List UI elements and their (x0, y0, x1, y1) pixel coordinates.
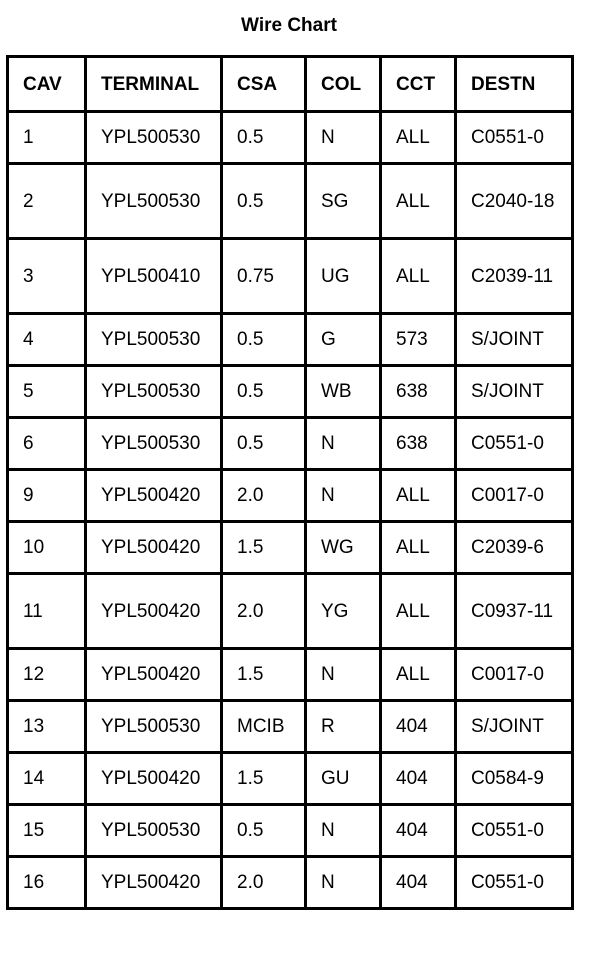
cell-csa: 0.5 (222, 418, 306, 470)
cell-terminal: YPL500530 (86, 314, 222, 366)
cell-col: N (306, 805, 381, 857)
cell-col: N (306, 857, 381, 909)
cell-cav: 6 (8, 418, 86, 470)
cell-cav: 9 (8, 470, 86, 522)
cell-cct: ALL (381, 470, 456, 522)
cell-cct: 404 (381, 805, 456, 857)
cell-csa: 0.5 (222, 805, 306, 857)
cell-col: GU (306, 753, 381, 805)
cell-cct: ALL (381, 239, 456, 314)
table-row (8, 112, 573, 164)
table-row (8, 522, 573, 574)
table-row (8, 314, 573, 366)
table-row (8, 164, 573, 239)
cell-terminal: YPL500530 (86, 112, 222, 164)
cell-cct: ALL (381, 574, 456, 649)
cell-cct: 638 (381, 366, 456, 418)
cell-col: G (306, 314, 381, 366)
cell-terminal: YPL500420 (86, 753, 222, 805)
wire-chart-table (6, 55, 574, 910)
cell-cct: 404 (381, 753, 456, 805)
table-row (8, 366, 573, 418)
cell-col: N (306, 470, 381, 522)
cell-csa: 2.0 (222, 574, 306, 649)
table-row (8, 701, 573, 753)
cell-terminal: YPL500420 (86, 649, 222, 701)
cell-csa: 2.0 (222, 857, 306, 909)
cell-csa: 0.5 (222, 112, 306, 164)
table-row (8, 857, 573, 909)
cell-cct: ALL (381, 522, 456, 574)
cell-csa: 0.5 (222, 366, 306, 418)
cell-destn: S/JOINT (456, 701, 573, 753)
cell-cav: 12 (8, 649, 86, 701)
cell-destn: C2040-18 (456, 164, 573, 239)
cell-terminal: YPL500530 (86, 701, 222, 753)
cell-cav: 5 (8, 366, 86, 418)
cell-destn: S/JOINT (456, 314, 573, 366)
cell-destn: C0551-0 (456, 857, 573, 909)
cell-csa: 0.5 (222, 314, 306, 366)
cell-csa: 0.5 (222, 164, 306, 239)
table-row (8, 574, 573, 649)
cell-cav: 13 (8, 701, 86, 753)
cell-terminal: YPL500530 (86, 805, 222, 857)
cell-cav: 4 (8, 314, 86, 366)
cell-destn: S/JOINT (456, 366, 573, 418)
cell-csa: MCIB (222, 701, 306, 753)
cell-cav: 15 (8, 805, 86, 857)
cell-terminal: YPL500420 (86, 470, 222, 522)
cell-destn: C2039-11 (456, 239, 573, 314)
table-row (8, 239, 573, 314)
cell-cav: 11 (8, 574, 86, 649)
table-row (8, 753, 573, 805)
cell-cct: ALL (381, 112, 456, 164)
column-header-destn: DESTN (456, 57, 573, 112)
cell-terminal: YPL500420 (86, 574, 222, 649)
cell-destn: C0937-11 (456, 574, 573, 649)
cell-cav: 3 (8, 239, 86, 314)
cell-cct: ALL (381, 649, 456, 701)
cell-cav: 2 (8, 164, 86, 239)
cell-destn: C0584-9 (456, 753, 573, 805)
table-row (8, 805, 573, 857)
cell-cav: 16 (8, 857, 86, 909)
cell-cct: 404 (381, 701, 456, 753)
column-header-cct: CCT (381, 57, 456, 112)
column-header-terminal: TERMINAL (86, 57, 222, 112)
cell-terminal: YPL500530 (86, 366, 222, 418)
cell-col: YG (306, 574, 381, 649)
cell-terminal: YPL500530 (86, 164, 222, 239)
cell-csa: 1.5 (222, 522, 306, 574)
cell-col: UG (306, 239, 381, 314)
cell-cct: ALL (381, 164, 456, 239)
cell-destn: C0551-0 (456, 805, 573, 857)
cell-cav: 14 (8, 753, 86, 805)
table-row (8, 649, 573, 701)
cell-destn: C2039-6 (456, 522, 573, 574)
cell-col: WB (306, 366, 381, 418)
cell-cct: 573 (381, 314, 456, 366)
cell-csa: 2.0 (222, 470, 306, 522)
cell-col: N (306, 112, 381, 164)
table-row (8, 418, 573, 470)
cell-csa: 1.5 (222, 753, 306, 805)
header-row (8, 57, 573, 112)
cell-destn: C0017-0 (456, 470, 573, 522)
cell-destn: C0551-0 (456, 112, 573, 164)
cell-terminal: YPL500420 (86, 522, 222, 574)
cell-col: N (306, 418, 381, 470)
cell-col: WG (306, 522, 381, 574)
page-title: Wire Chart (241, 15, 337, 36)
cell-terminal: YPL500530 (86, 418, 222, 470)
cell-col: N (306, 649, 381, 701)
cell-col: SG (306, 164, 381, 239)
cell-destn: C0551-0 (456, 418, 573, 470)
cell-terminal: YPL500410 (86, 239, 222, 314)
cell-col: R (306, 701, 381, 753)
column-header-csa: CSA (222, 57, 306, 112)
cell-cct: 404 (381, 857, 456, 909)
cell-csa: 1.5 (222, 649, 306, 701)
cell-csa: 0.75 (222, 239, 306, 314)
column-header-col: COL (306, 57, 381, 112)
column-header-cav: CAV (8, 57, 86, 112)
cell-terminal: YPL500420 (86, 857, 222, 909)
cell-cav: 10 (8, 522, 86, 574)
cell-cct: 638 (381, 418, 456, 470)
cell-destn: C0017-0 (456, 649, 573, 701)
table-row (8, 470, 573, 522)
cell-cav: 1 (8, 112, 86, 164)
